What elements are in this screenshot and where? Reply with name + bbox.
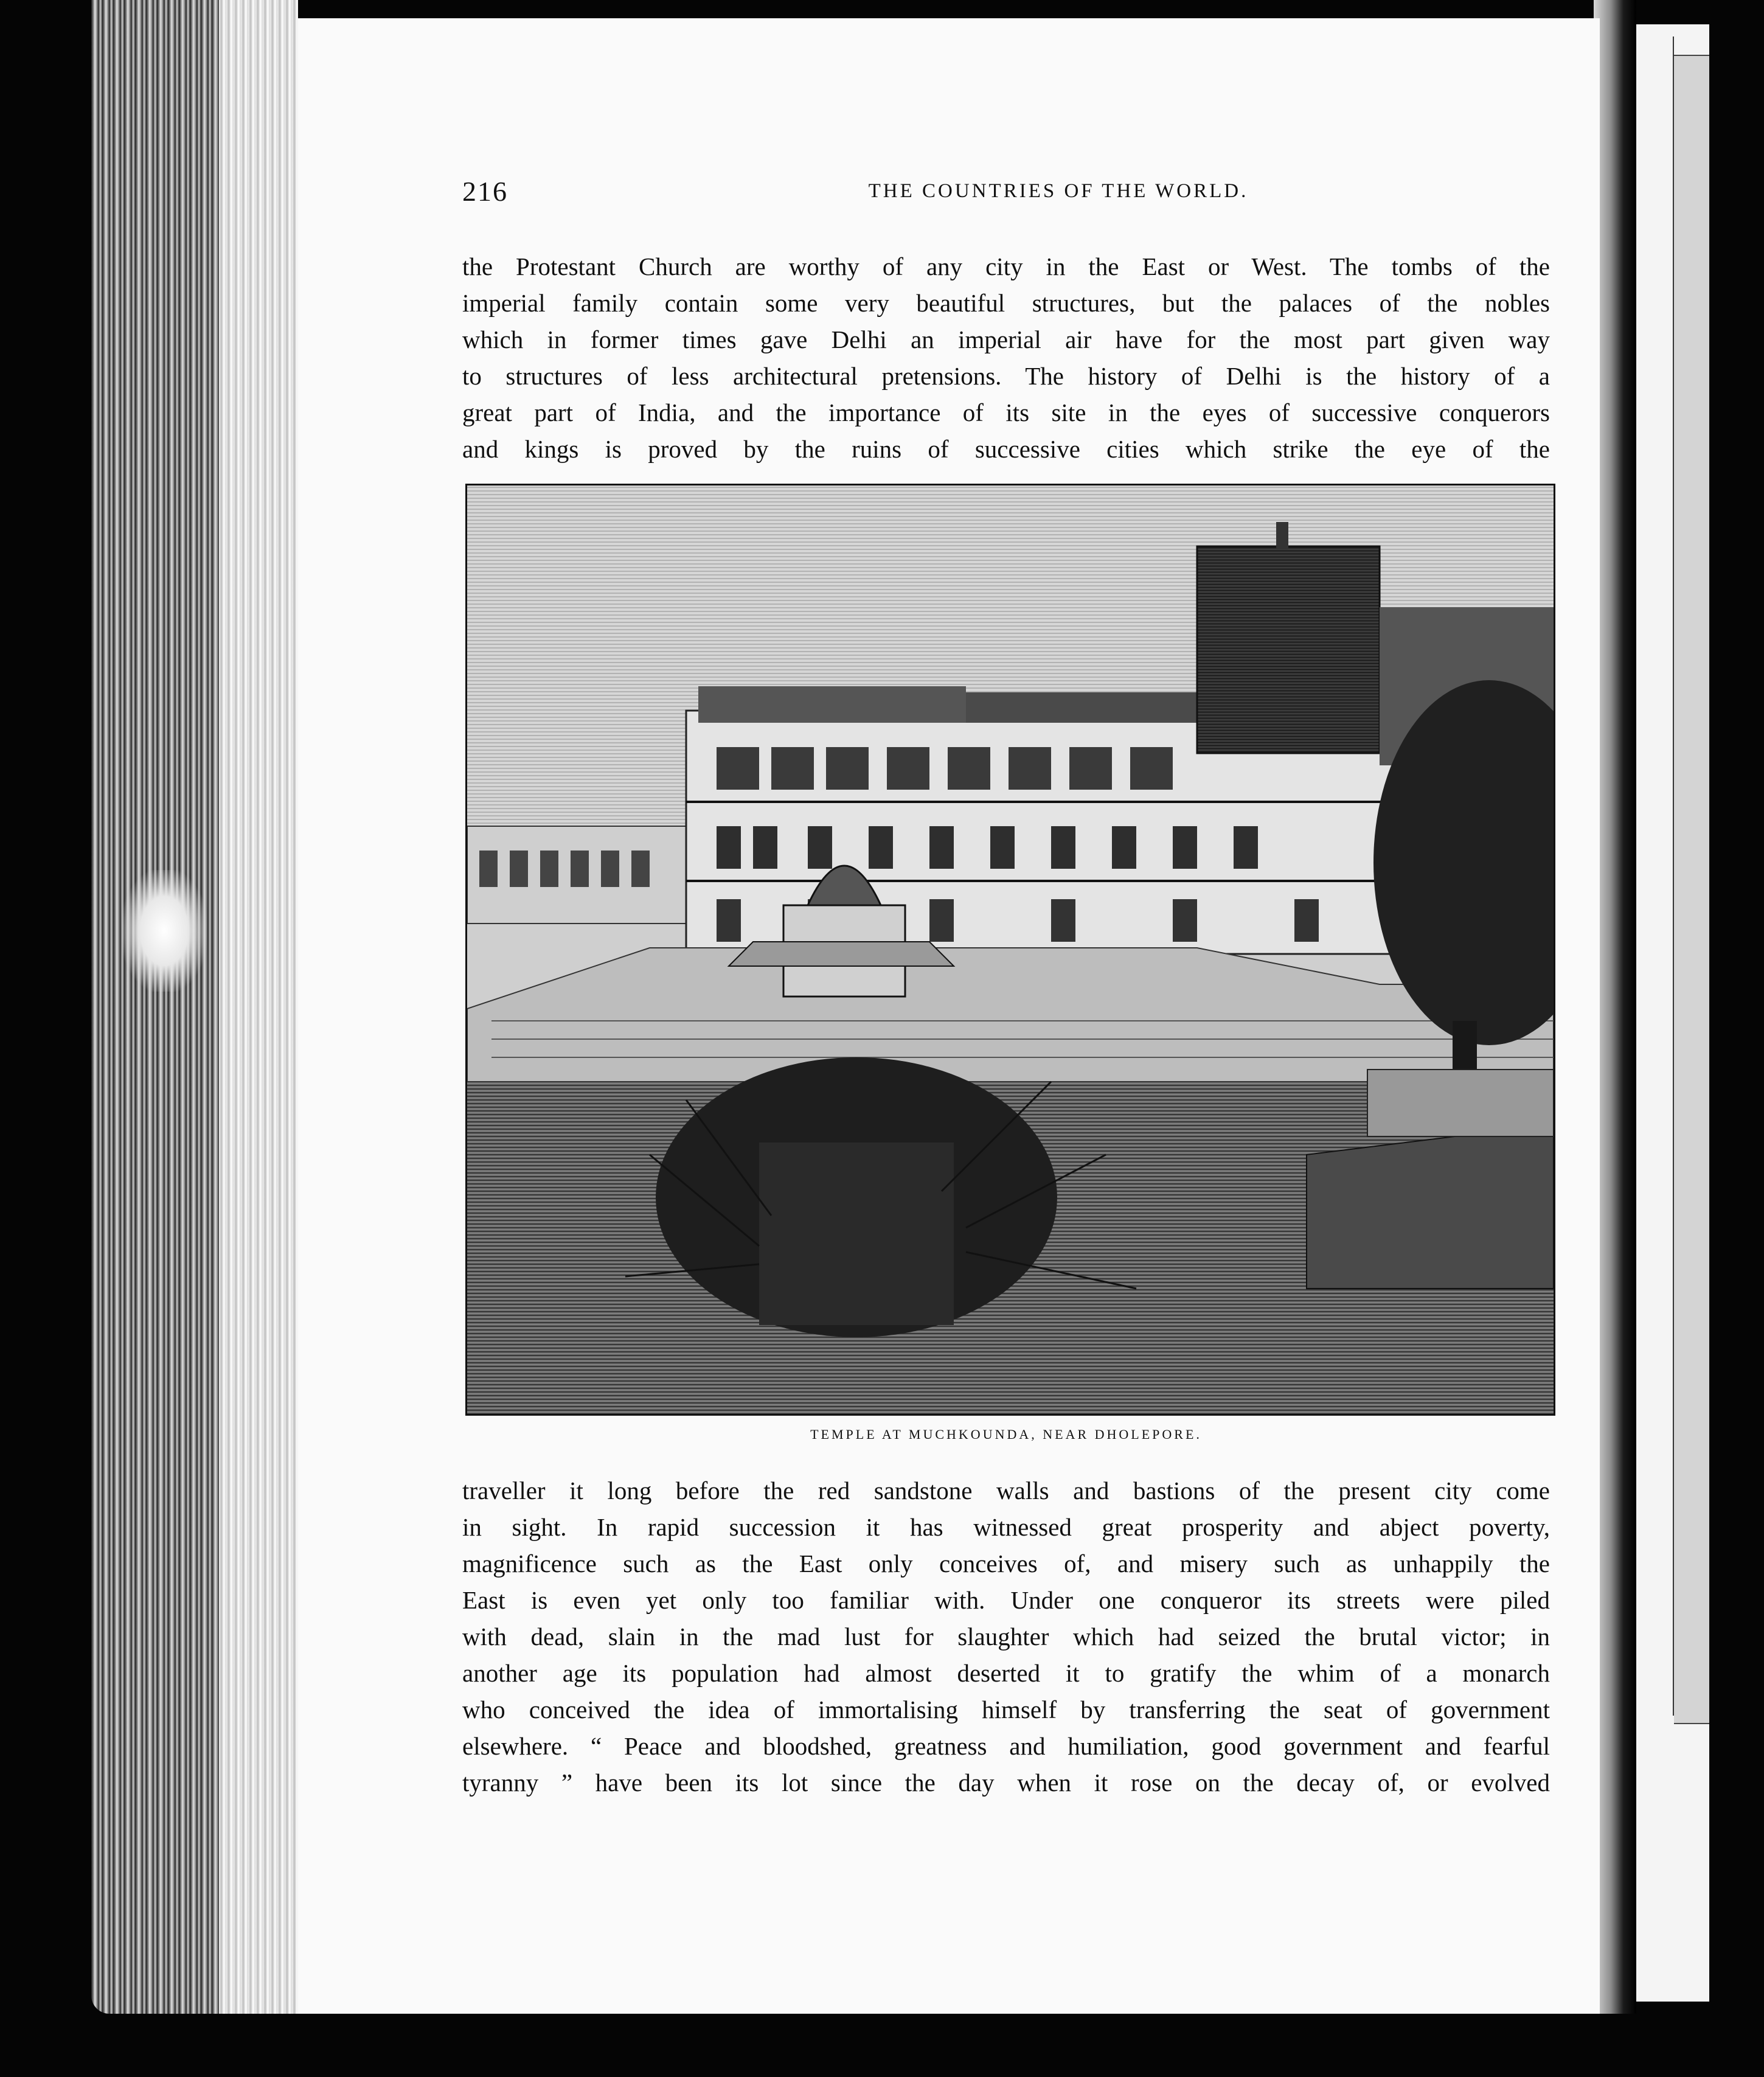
text-line: imperial family contain some very beautiful structures, but the palaces of the nobles	[462, 289, 1550, 317]
palace-roof-left	[698, 686, 966, 723]
text-line: in sight. In rapid succession it has witnessed great prosperity and abject poverty,	[462, 1513, 1550, 1541]
book-page-edges-light	[219, 0, 298, 2014]
text-line: traveller it long before the red sandstone walls and bastions of the present city come	[462, 1477, 1550, 1505]
scan-smudge	[122, 870, 207, 992]
right-pavilion	[1367, 1070, 1554, 1136]
ghat-steps	[467, 948, 1554, 1082]
palace-roof-right	[966, 692, 1197, 723]
text-line: and kings is proved by the ruins of successive cities which strike the eye of the	[462, 435, 1550, 463]
text-line: who conceived the idea of immortalising himself by transferring the seat of government	[462, 1696, 1550, 1724]
page-number: 216	[462, 176, 508, 207]
figure-caption: TEMPLE AT MUCHKOUNDA, NEAR DHOLEPORE.	[810, 1427, 1202, 1442]
text-line: East is even yet only too familiar with. Under one conqueror its streets were piled	[462, 1586, 1550, 1614]
text-line: elsewhere. “ Peace and bloodshed, greatness and humiliation, good government and fearful	[462, 1732, 1550, 1760]
page-header	[462, 175, 1557, 212]
facing-page-illustration-edge	[1674, 55, 1709, 1724]
text-line: the Protestant Church are worthy of any city in the East or West. The tombs of the	[462, 252, 1550, 280]
kiosk-canopy	[729, 942, 954, 966]
paragraph-bottom	[462, 1472, 1550, 1801]
text-line: great part of India, and the importance of its site in the eyes of successive conquerors	[462, 398, 1550, 426]
temple-engraving	[467, 485, 1554, 1414]
text-line: which in former times gave Delhi an imperial air have for the most part given way	[462, 325, 1550, 353]
paragraph-top	[462, 248, 1550, 467]
book-spine-shadow	[1594, 0, 1636, 2014]
text-line: magnificence such as the East only conceives of, and misery such as unhappily the	[462, 1550, 1550, 1578]
book-page	[298, 18, 1600, 2014]
facing-page-edge	[1636, 24, 1709, 2002]
tower-chimney	[1276, 522, 1288, 549]
text-line: to structures of less architectural pretensions. The history of Delhi is the history of a	[462, 362, 1550, 390]
engraving-illustration	[465, 484, 1555, 1416]
temple-plinth	[759, 1143, 954, 1325]
running-head: THE COUNTRIES OF THE WORLD.	[868, 180, 1249, 202]
text-line: tyranny ” have been its lot since the day when it rose on the decay of, or evolved	[462, 1769, 1550, 1797]
text-line: another age its population had almost deserted it to gratify the whim of a monarch	[462, 1659, 1550, 1687]
text-line: with dead, slain in the mad lust for slaughter which had seized the brutal victor; in	[462, 1623, 1550, 1651]
tower	[1197, 546, 1380, 753]
